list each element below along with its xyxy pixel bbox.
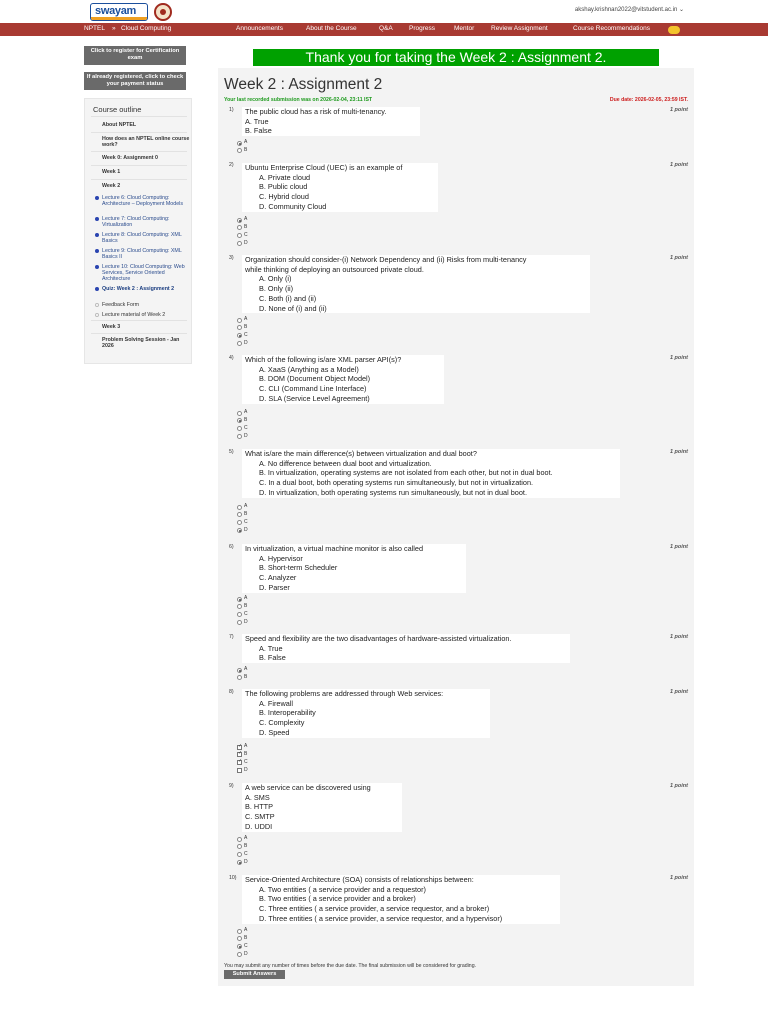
radio-button[interactable] (237, 241, 242, 246)
question-points: 1 point (669, 449, 688, 455)
divider (91, 333, 187, 334)
option-text: B. False (245, 126, 272, 136)
outline-item-week-1[interactable]: Week 1 (102, 169, 121, 175)
radio-button-selected[interactable] (237, 218, 242, 223)
choice-label: D (244, 858, 248, 865)
choice-label: C (244, 331, 248, 338)
question-text: A web service can be discovered using (245, 783, 371, 792)
question-1 (242, 107, 420, 136)
radio-option[interactable] (237, 519, 248, 527)
question-number: 10) (229, 875, 237, 881)
choice-label: C (244, 231, 248, 238)
question-text: Organization should consider-(i) Network Dependency and (ii) Risks from multi-tenancy (245, 255, 527, 264)
radio-button[interactable] (237, 411, 242, 416)
outline-item-label: Lecture 7: Cloud Computing: Virtualization (102, 216, 170, 228)
radio-button[interactable] (237, 341, 242, 346)
option-text: A. Private cloud (259, 172, 311, 182)
answer-choices (237, 835, 248, 867)
user-account-menu[interactable]: akshay.krishnan2022@vitstudent.ac.in ⌄ (574, 7, 684, 13)
question-text: Speed and flexibility are the two disadvantages of hardware-assisted virtualization. (245, 634, 512, 643)
outline-item-week-0[interactable]: Week 0: Assignment 0 (102, 155, 158, 161)
radio-option[interactable] (237, 409, 248, 417)
radio-button[interactable] (237, 620, 242, 625)
choice-label: C (244, 758, 248, 765)
choice-label: B (244, 673, 248, 680)
status-dot-icon (95, 265, 99, 269)
radio-button[interactable] (237, 233, 242, 238)
outline-item-lecture-10[interactable] (102, 264, 190, 282)
radio-button[interactable] (237, 148, 242, 153)
option-text: B. Interoperability (259, 708, 316, 718)
choice-label: C (244, 424, 248, 431)
option-text: D. UDDI (245, 821, 273, 831)
radio-button[interactable] (237, 852, 242, 857)
question-points: 1 point (669, 162, 688, 168)
answer-choices (237, 666, 247, 682)
radio-option[interactable] (237, 332, 248, 340)
submission-note: You may submit any number of times before the due date. The final submission will be considered for grading. (224, 963, 477, 969)
nav-progress[interactable]: Progress (409, 25, 436, 32)
status-dot-icon (95, 196, 99, 200)
choice-label: A (244, 216, 248, 222)
radio-button-selected[interactable] (237, 597, 242, 602)
question-points: 1 point (669, 634, 688, 640)
course-outline (84, 98, 192, 364)
breadcrumb-course[interactable]: Cloud Computing (121, 25, 172, 32)
radio-button[interactable] (237, 434, 242, 439)
question-10 (242, 875, 560, 924)
option-text: A. Two entities ( a service provider and a requestor) (259, 884, 426, 894)
question-points: 1 point (669, 355, 688, 361)
question-points: 1 point (669, 544, 688, 550)
choice-label: C (244, 850, 248, 857)
assignment-panel (218, 68, 694, 986)
radio-option[interactable] (237, 527, 248, 535)
payment-status-button[interactable]: If already registered, click to check your payment status (84, 72, 186, 90)
course-outline-title: Course outline (93, 105, 142, 114)
breadcrumb-separator: » (112, 25, 116, 32)
choice-label: B (244, 750, 248, 757)
option-text: C. Complexity (259, 718, 305, 728)
radio-option[interactable] (237, 927, 248, 935)
question-8 (242, 689, 490, 738)
outline-item-feedback-form[interactable] (102, 302, 190, 308)
option-text: B. HTTP (245, 802, 273, 812)
question-points: 1 point (669, 875, 688, 881)
radio-button[interactable] (237, 952, 242, 957)
checkbox-option[interactable] (237, 759, 248, 767)
radio-option[interactable] (237, 666, 247, 674)
option-text: C. CLI (Command Line Interface) (259, 384, 367, 394)
option-text: C. Three entities ( a service provider, a service requestor, and a broker) (259, 904, 490, 914)
choice-label: C (244, 942, 248, 949)
checkbox[interactable] (237, 768, 242, 773)
option-text: A. No difference between dual boot and virtualization. (259, 458, 432, 468)
question-4 (242, 355, 444, 404)
radio-button[interactable] (237, 837, 242, 842)
completion-banner: Thank you for taking the Week 2 : Assignment 2. (253, 49, 659, 66)
radio-option[interactable] (237, 943, 248, 951)
radio-button[interactable] (237, 844, 242, 849)
choice-label: A (244, 835, 248, 841)
logo-text: swayam (95, 5, 137, 17)
radio-button-selected[interactable] (237, 944, 242, 949)
option-text: D. Community Cloud (259, 201, 327, 211)
radio-option[interactable] (237, 859, 248, 867)
question-6 (242, 544, 466, 593)
radio-option[interactable] (237, 503, 248, 511)
answer-choices (237, 139, 247, 155)
radio-option[interactable] (237, 851, 248, 859)
radio-option[interactable] (237, 603, 248, 611)
institute-seal-icon (154, 3, 172, 21)
status-dot-icon (95, 249, 99, 253)
radio-button[interactable] (237, 318, 242, 323)
breadcrumb-home[interactable]: NPTEL (84, 25, 105, 32)
answer-choices (237, 743, 248, 775)
last-submission-text: Your last recorded submission was on 2026-02-04, 23:11 IST (224, 97, 373, 103)
option-text: D. Speed (259, 727, 290, 737)
option-text: B. False (259, 653, 286, 663)
radio-button-selected[interactable] (237, 860, 242, 865)
radio-option[interactable] (237, 835, 248, 843)
radio-option[interactable] (237, 324, 248, 332)
question-number: 1) (229, 107, 234, 113)
radio-option[interactable] (237, 425, 248, 433)
question-points: 1 point (669, 255, 688, 261)
option-text: A. Only (i) (259, 274, 292, 284)
choice-label: B (244, 223, 248, 230)
option-text: A. True (245, 116, 269, 126)
radio-button-selected[interactable] (237, 333, 242, 338)
choice-label: D (244, 432, 248, 439)
logo-underline (91, 17, 148, 20)
outline-item-quiz-week-2[interactable] (102, 286, 190, 292)
question-points: 1 point (669, 689, 688, 695)
outline-item-label: Lecture 10: Cloud Computing: Web Services, Service Oriented Architecture (102, 264, 185, 282)
checkbox-checked[interactable] (237, 745, 242, 750)
option-text: C. SMTP (245, 812, 275, 822)
divider (91, 116, 187, 117)
option-text: B. In virtualization, operating systems are not isolated from each other, but not in dual boot. (259, 468, 553, 478)
radio-option[interactable] (237, 147, 247, 155)
checkbox-checked[interactable] (237, 752, 242, 757)
option-text: C. Hybrid cloud (259, 192, 309, 202)
radio-button[interactable] (237, 936, 242, 941)
answer-choices (237, 216, 248, 248)
divider (91, 165, 187, 166)
option-text: A. True (259, 643, 283, 653)
radio-button-selected[interactable] (237, 418, 242, 423)
radio-button[interactable] (237, 512, 242, 517)
choice-label: D (244, 526, 248, 533)
outline-item-lecture-8[interactable] (102, 232, 190, 244)
question-points: 1 point (669, 107, 688, 113)
choice-label: A (244, 743, 248, 749)
question-7 (242, 634, 570, 663)
radio-button[interactable] (237, 929, 242, 934)
checkbox-option[interactable] (237, 767, 248, 775)
question-number: 2) (229, 162, 234, 168)
radio-button-selected[interactable] (237, 668, 242, 673)
option-text: A. Firewall (259, 698, 294, 708)
radio-button[interactable] (237, 604, 242, 609)
outline-item-about-nptel[interactable]: About NPTEL (102, 122, 137, 128)
answer-choices (237, 503, 248, 535)
option-text: A. Hypervisor (259, 553, 303, 563)
answer-choices (237, 595, 248, 627)
choice-label: A (244, 666, 248, 672)
choice-label: D (244, 239, 248, 246)
outline-item-label: Lecture 8: Cloud Computing: XML Basics (102, 232, 182, 244)
divider (91, 320, 187, 321)
outline-item-problem-solving[interactable]: Problem Solving Session - Jan 2026 (102, 337, 180, 349)
question-text: Which of the following is/are XML parser API(s)? (245, 355, 402, 364)
question-number: 3) (229, 255, 234, 261)
choice-label: A (244, 927, 248, 933)
question-2 (242, 163, 438, 212)
choice-label: C (244, 610, 248, 617)
swayam-logo[interactable] (90, 3, 148, 21)
due-date-text: Due date: 2026-02-05, 23:59 IST. (609, 97, 688, 103)
choice-label: A (244, 503, 248, 509)
radio-option[interactable] (237, 511, 248, 519)
divider (91, 151, 187, 152)
question-text: The following problems are addressed through Web services: (245, 689, 444, 698)
outline-item-label: Quiz: Week 2 : Assignment 2 (102, 286, 175, 292)
question-text: Ubuntu Enterprise Cloud (UEC) is an example of (245, 163, 403, 172)
choice-label: B (244, 934, 248, 941)
choice-label: A (244, 409, 248, 415)
status-dot-icon (95, 217, 99, 221)
radio-option[interactable] (237, 224, 248, 232)
radio-option[interactable] (237, 417, 248, 425)
option-text: A. XaaS (Anything as a Model) (259, 364, 359, 374)
register-certification-button[interactable]: Click to register for Certification exam (84, 46, 186, 65)
submit-answers-button[interactable]: Submit Answers (224, 970, 285, 979)
outline-item-week-3[interactable]: Week 3 (102, 324, 121, 330)
choice-label: A (244, 595, 248, 601)
radio-button[interactable] (237, 325, 242, 330)
question-points: 1 point (669, 783, 688, 789)
status-dot-icon (95, 233, 99, 237)
question-text: What is/are the main difference(s) between virtualization and dual boot? (245, 449, 477, 458)
outline-item-lecture-9[interactable] (102, 248, 190, 260)
option-text: D. Parser (259, 582, 290, 592)
option-text: B. DOM (Document Object Model) (259, 374, 371, 384)
question-number: 4) (229, 355, 234, 361)
outline-item-lecture-7[interactable] (102, 216, 190, 228)
radio-option[interactable] (237, 340, 248, 348)
radio-option[interactable] (237, 935, 248, 943)
option-text: B. Public cloud (259, 182, 308, 192)
question-3 (242, 255, 590, 313)
radio-button[interactable] (237, 520, 242, 525)
status-dot-icon (95, 303, 99, 307)
choice-label: D (244, 339, 248, 346)
outline-item-lecture-6[interactable] (102, 195, 190, 207)
radio-button[interactable] (237, 505, 242, 510)
option-text: C. In a dual boot, both operating systems run simultaneously, but not in virtualization. (259, 478, 534, 488)
answer-choices (237, 927, 248, 959)
answer-choices (237, 409, 248, 441)
radio-option[interactable] (237, 843, 248, 851)
question-number: 6) (229, 544, 234, 550)
divider (91, 132, 187, 133)
outline-item-label: Lecture 6: Cloud Computing: Architecture – Deployment Models (102, 195, 183, 207)
choice-label: B (244, 146, 248, 153)
choice-label: D (244, 950, 248, 957)
main-navbar (0, 23, 768, 36)
option-text: A. SMS (245, 792, 270, 802)
question-5 (242, 449, 620, 498)
nav-qa[interactable]: Q&A (379, 25, 393, 32)
choice-label: A (244, 316, 248, 322)
radio-button[interactable] (237, 426, 242, 431)
radio-button-selected[interactable] (237, 141, 242, 146)
nav-course-recommendations[interactable]: Course Recommendations (573, 25, 650, 32)
radio-option[interactable] (237, 951, 248, 959)
new-badge-icon (668, 26, 680, 34)
radio-option[interactable] (237, 240, 248, 248)
question-text: The public cloud has a risk of multi-tenancy. (245, 107, 387, 116)
question-number: 5) (229, 449, 234, 455)
choice-label: B (244, 510, 248, 517)
option-text: D. SLA (Service Level Agreement) (259, 393, 370, 403)
choice-label: A (244, 139, 248, 145)
nav-about-course[interactable]: About the Course (306, 25, 357, 32)
top-header (0, 0, 768, 23)
option-text: C. Analyzer (259, 573, 297, 583)
choice-label: B (244, 323, 248, 330)
choice-label: B (244, 842, 248, 849)
radio-option[interactable] (237, 216, 248, 224)
radio-button[interactable] (237, 612, 242, 617)
nav-review-assignment[interactable]: Review Assignment (491, 25, 548, 32)
radio-option[interactable] (237, 611, 248, 619)
question-number: 9) (229, 783, 234, 789)
option-text: D. None of (i) and (ii) (259, 303, 327, 313)
radio-button[interactable] (237, 675, 242, 680)
nav-announcements[interactable]: Announcements (236, 25, 283, 32)
option-text: D. Three entities ( a service provider, a service requestor, and a hypervisor) (259, 913, 503, 923)
radio-option[interactable] (237, 433, 248, 441)
page-title: Week 2 : Assignment 2 (224, 76, 383, 93)
radio-option[interactable] (237, 619, 248, 627)
option-text: B. Two entities ( a service provider and a broker) (259, 894, 416, 904)
outline-item-label: Lecture 9: Cloud Computing: XML Basics II (102, 248, 182, 260)
outline-item-label: Feedback Form (102, 302, 140, 308)
outline-item-week-2[interactable]: Week 2 (102, 183, 121, 189)
radio-button-selected[interactable] (237, 528, 242, 533)
divider (91, 179, 187, 180)
question-number: 7) (229, 634, 234, 640)
outline-item-lecture-material[interactable] (102, 312, 190, 318)
choice-label: D (244, 766, 248, 773)
option-text: B. Only (ii) (259, 284, 294, 294)
option-text: B. Short-term Scheduler (259, 563, 338, 573)
nav-mentor[interactable]: Mentor (454, 25, 475, 32)
answer-choices (237, 316, 248, 348)
radio-option[interactable] (237, 674, 247, 682)
radio-option[interactable] (237, 139, 247, 147)
question-number: 8) (229, 689, 234, 695)
choice-label: B (244, 602, 248, 609)
checkbox-checked[interactable] (237, 760, 242, 765)
radio-option[interactable] (237, 595, 248, 603)
question-text-continued: while thinking of deploying an outsourced private cloud. (245, 264, 424, 274)
option-text: C. Both (i) and (ii) (259, 293, 317, 303)
status-dot-icon (95, 287, 99, 291)
radio-button[interactable] (237, 225, 242, 230)
question-text: In virtualization, a virtual machine monitor is also called (245, 544, 424, 553)
radio-option[interactable] (237, 316, 248, 324)
choice-label: D (244, 618, 248, 625)
question-text: Service-Oriented Architecture (SOA) consists of relationships between: (245, 875, 474, 884)
question-9 (242, 783, 402, 832)
option-text: D. In virtualization, both operating systems run simultaneously, but not in dual boot. (259, 487, 527, 497)
outline-item-how-it-works[interactable]: How does an NPTEL online course work? (102, 136, 190, 148)
choice-label: C (244, 518, 248, 525)
outline-item-label: Lecture material of Week 2 (102, 312, 166, 318)
status-dot-icon (95, 313, 99, 317)
radio-option[interactable] (237, 232, 248, 240)
choice-label: B (244, 416, 248, 423)
